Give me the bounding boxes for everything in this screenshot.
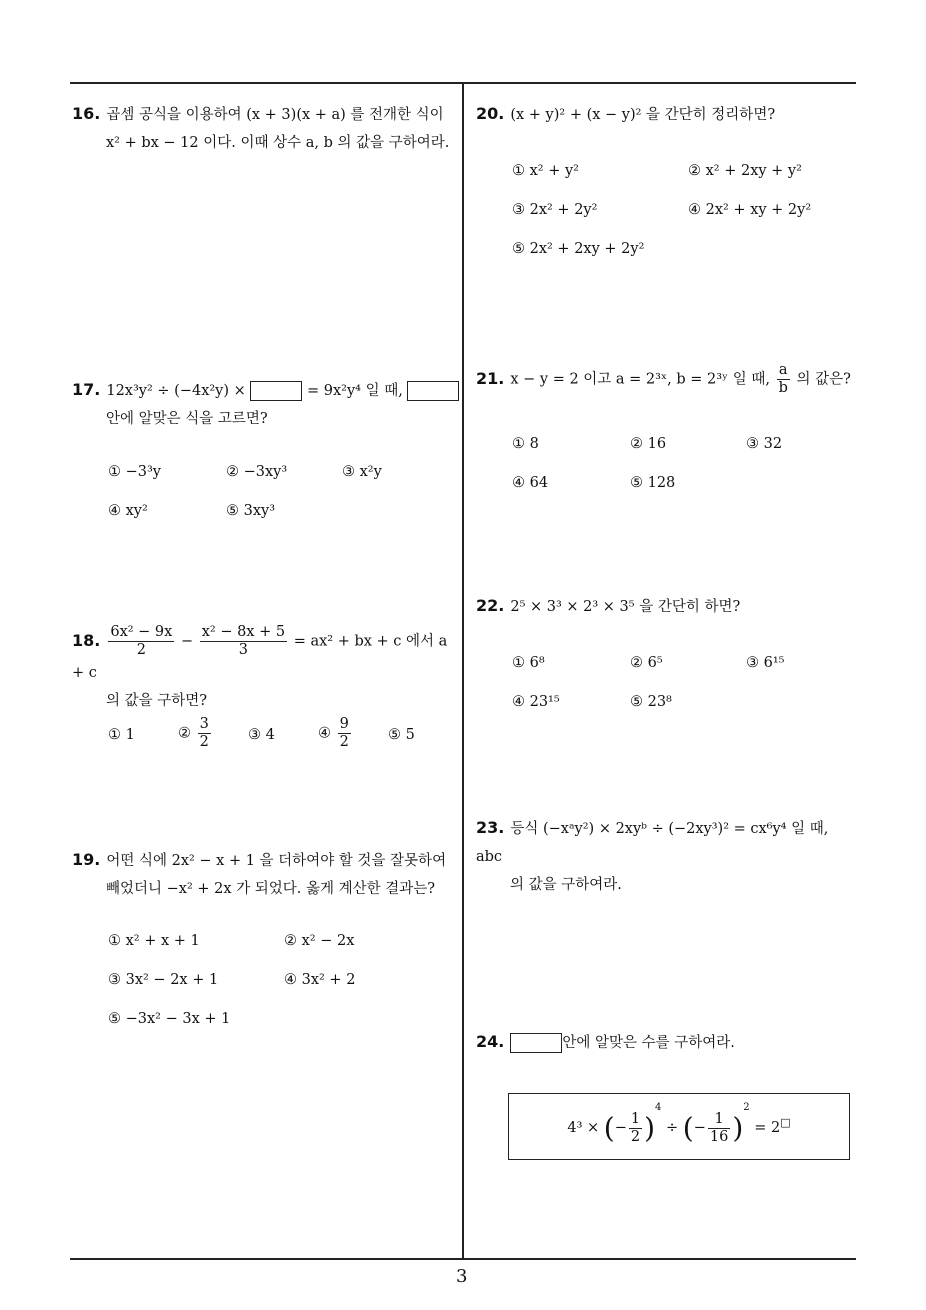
question-23 [476,814,856,899]
option-3[interactable]: ③ 6¹⁵ [746,655,785,671]
question-text-line2: 의 값을 구하면? [106,693,208,709]
option-3[interactable]: ③ x²y [342,464,382,480]
option-4[interactable]: ④ 3x² + 2 [284,972,356,988]
fraction-1 [629,1111,642,1146]
option-3[interactable]: ③ 4 [248,727,275,743]
expression-right: = 9x²y⁴ 일 때, [307,383,403,399]
question-18 [72,624,460,715]
option-4[interactable]: ④ xy² [108,503,148,519]
question-text-line2: 의 값을 구하여라. [510,877,622,893]
question-text-line1: 어떤 식에 2x² − x + 1 을 더하여야 할 것을 잘못하여 [106,853,447,869]
question-text-line2: 안에 알맞은 식을 고르면? [106,411,268,427]
question-16 [72,100,460,157]
question-21 [476,362,856,397]
question-text-line1: (x + y)² + (x − y)² 을 간단히 정리하면? [510,107,776,123]
fraction-denominator: 16 [709,1128,729,1145]
fraction-denominator: 2 [630,1128,641,1145]
minus-sign: − [614,1120,627,1136]
question-text-post: 의 값은? [796,371,851,388]
fraction-numerator: 1 [630,1110,641,1127]
fraction-numerator: 1 [708,1111,730,1129]
question-text-line2: 빼었더니 −x² + 2x 가 되었다. 옳게 계산한 결과는? [106,881,436,897]
option-2[interactable] [178,716,213,751]
answer-blank-box [250,381,302,401]
option-2[interactable]: ② 6⁵ [630,655,663,671]
option-4[interactable]: ④ 64 [512,475,549,491]
fraction-denominator: 3 [238,642,249,658]
option-1[interactable]: ① x² + y² [512,163,579,179]
question-22 [476,592,856,621]
fraction-denominator: 2 [339,734,349,750]
option-4[interactable]: ④ 2x² + xy + 2y² [688,202,812,218]
option-2[interactable]: ② −3xy³ [226,464,288,480]
fraction-2 [708,1111,730,1146]
question-number: 17. [72,380,101,399]
question-number: 16. [72,104,101,123]
option-1[interactable]: ① 6⁸ [512,655,545,671]
left-paren: ( [682,1111,694,1145]
minus-sign: − [693,1120,706,1136]
equals-power: = 2 [754,1120,781,1136]
question-number: 20. [476,104,505,123]
option-4[interactable]: ④ 23¹⁵ [512,694,560,710]
question-24 [476,1028,856,1057]
question-number: 24. [476,1032,505,1051]
expression-left: 12x³y² ÷ (−4x²y) × [106,383,246,399]
exponent: 4 [655,1102,662,1113]
option-1[interactable]: ① 8 [512,436,539,452]
fraction-denominator: 2 [199,734,209,750]
fraction-numerator: 3 [199,716,209,732]
question-number: 18. [72,630,101,650]
fraction-1 [108,624,174,659]
question-text-line1: 안에 알맞은 수를 구하여라. [562,1035,735,1051]
minus-sign: − [180,633,194,650]
formula-base: 4³ × [567,1120,600,1136]
formula [509,1102,849,1146]
formula-box [508,1093,850,1160]
right-paren: ) [732,1111,744,1145]
option-5[interactable]: ⑤ −3x² − 3x + 1 [108,1011,231,1027]
divide-sign: ÷ [666,1120,679,1136]
page-number: 3 [456,1266,468,1287]
fraction-numerator: a [777,362,790,380]
option-5[interactable]: ⑤ 5 [388,727,415,743]
option-label: ② [178,725,191,742]
exponent: 2 [743,1102,750,1113]
question-text-line1: 곱셈 공식을 이용하여 (x + 3)(x + a) 를 전개한 식이 [106,107,444,123]
option-5[interactable]: ⑤ 128 [630,475,676,491]
fraction-a-over-b [777,362,790,397]
answer-blank-box [407,381,459,401]
question-17 [72,376,460,433]
fraction-denominator: b [778,380,788,396]
option-3[interactable]: ③ 32 [746,436,783,452]
fraction-numerator: 6x² − 9x [110,624,173,640]
column-divider [462,82,464,1259]
fraction-numerator: x² − 8x + 5 [201,624,286,640]
option-fraction [198,716,211,751]
question-number: 21. [476,368,505,388]
right-paren: ) [644,1111,656,1145]
answer-blank-box [510,1033,562,1053]
option-2[interactable]: ② x² − 2x [284,933,355,949]
expression-right: = ax² + bx + c 에서 a + c [72,633,448,681]
option-2[interactable]: ② 16 [630,436,667,452]
option-3[interactable]: ③ 2x² + 2y² [512,202,598,218]
question-20 [476,100,856,129]
option-1[interactable]: ① −3³y [108,464,161,480]
question-number: 23. [476,818,505,837]
option-4[interactable] [318,716,353,751]
question-text-line1: 2⁵ × 3³ × 2³ × 3⁵ 을 간단히 하면? [510,599,741,615]
option-3[interactable]: ③ 3x² − 2x + 1 [108,972,219,988]
blank-exponent: □ [780,1116,791,1130]
question-text-line2: x² + bx − 12 이다. 이때 상수 a, b 의 값을 구하여라. [106,135,450,151]
option-5[interactable]: ⑤ 2x² + 2xy + 2y² [512,241,645,257]
option-label: ④ [318,725,331,742]
left-paren: ( [603,1111,615,1145]
fraction-numerator: 9 [339,716,349,732]
bottom-rule [70,1258,856,1260]
option-5[interactable]: ⑤ 3xy³ [226,503,276,519]
question-number: 19. [72,850,101,869]
question-text-line1: 등식 (−xᵃy²) × 2xyᵇ ÷ (−2xy³)² = cx⁶y⁴ 일 때, abc [476,821,829,865]
option-fraction [338,716,351,751]
fraction-denominator: 2 [136,642,146,658]
option-1[interactable]: ① 1 [108,727,135,743]
question-text-pre: x − y = 2 이고 a = 2³ˣ, b = 2³ʸ 일 때, [510,371,770,388]
question-19 [72,846,460,903]
fraction-2 [200,624,287,659]
option-5[interactable]: ⑤ 23⁸ [630,694,672,710]
option-2[interactable]: ② x² + 2xy + y² [688,163,802,179]
question-number: 22. [476,596,505,615]
option-1[interactable]: ① x² + x + 1 [108,933,200,949]
